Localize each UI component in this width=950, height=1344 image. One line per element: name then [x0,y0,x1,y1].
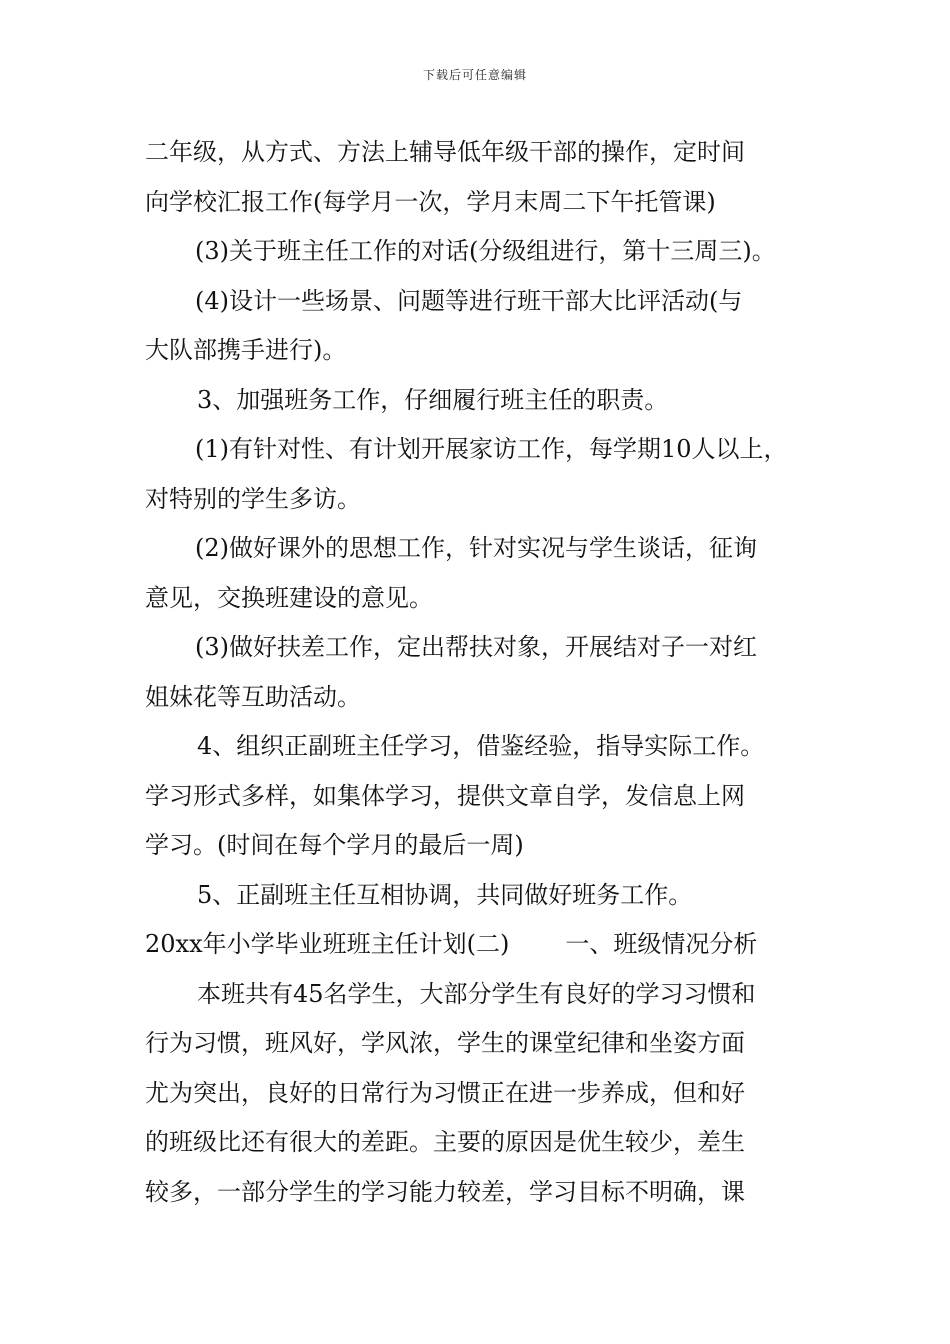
paragraph-line: 尤为突出，良好的日常行为习惯正在进一步养成，但和好 [145,1078,745,1107]
paragraph-line: 3、加强班务工作，仔细履行班主任的职责。 [197,385,669,414]
section-heading-line [145,920,810,970]
paragraph-line: 二年级，从方式、方法上辅导低年级干部的操作，定时间 [145,138,745,166]
page-header: 下载后可任意编辑 [422,68,527,82]
paragraph-line: 5、正副班主任互相协调，共同做好班务工作。 [197,880,693,909]
paragraph-line: (3)关于班主任工作的对话(分级组进行，第十三周三)。 [195,237,776,265]
paragraph-line: (4)设计一些场景、问题等进行班干部大比评活动(与 [195,286,743,315]
paragraph-line: 学习。(时间在每个学月的最后一周) [145,831,524,859]
paragraph-line: 意见，交换班建设的意见。 [145,583,433,612]
paragraph-line: 的班级比还有很大的差距。主要的原因是优生较少，差生 [145,1128,745,1156]
paragraph-line: 向学校汇报工作(每学月一次，学月末周二下午托管课) [145,187,716,216]
paragraph-line: 本班共有45名学生，大部分学生有良好的学习习惯和 [197,979,756,1008]
paragraph-line: (3)做好扶差工作，定出帮扶对象，开展结对子一对红 [195,633,757,661]
paragraph-line: 姐妹花等互助活动。 [145,682,361,711]
paragraph-line: 学习形式多样，如集体学习，提供文章自学，发信息上网 [145,781,745,810]
plan-title: 20xx年小学毕业班班主任计划(二) [145,930,510,958]
paragraph-line: (2)做好课外的思想工作，针对实况与学生谈话，征询 [195,534,757,562]
paragraph-line: 对特别的学生多访。 [145,484,361,513]
paragraph-line: 行为习惯，班风好，学风浓，学生的课堂纪律和坐姿方面 [145,1029,745,1057]
section-heading: 一、班级情况分析 [565,930,758,958]
paragraph-line: 较多，一部分学生的学习能力较差，学习目标不明确，课 [145,1177,745,1206]
paragraph-line: 4、组织正副班主任学习，借鉴经验，指导实际工作。 [197,732,765,760]
document-body [145,128,810,1217]
paragraph-line: 大队部携手进行)。 [145,336,347,364]
paragraph-line: (1)有针对性、有计划开展家访工作，每学期10人以上， [195,435,788,463]
